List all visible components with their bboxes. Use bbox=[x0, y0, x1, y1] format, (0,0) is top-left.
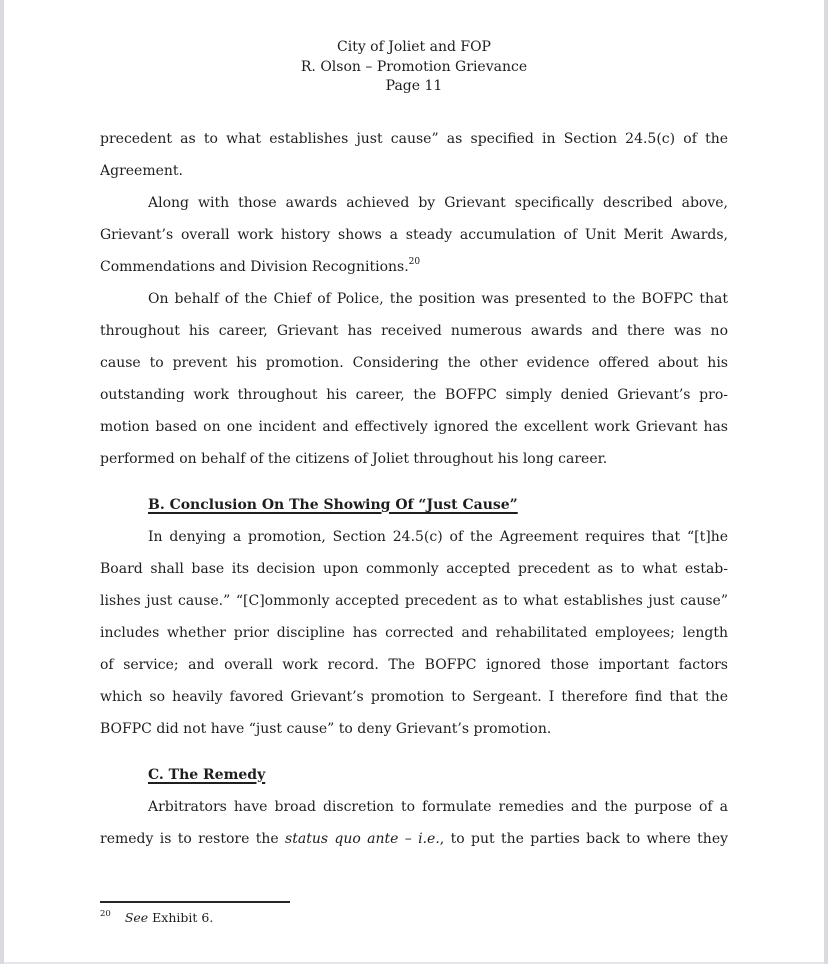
text-line bbox=[100, 823, 728, 855]
page-header bbox=[0, 0, 828, 97]
text-line bbox=[100, 155, 728, 187]
text-run: performed on behalf of the citizens of Joliet throughout his long career. bbox=[100, 450, 608, 467]
text-line bbox=[100, 251, 728, 283]
text-line bbox=[100, 219, 728, 251]
text-run: includes whether prior discipline has corrected and rehabilitated employees; length bbox=[100, 624, 728, 641]
text-run: which so heavily favored Grievant’s promotion to Sergeant. I therefore find that the bbox=[100, 688, 728, 705]
text-line bbox=[100, 379, 728, 411]
text-run: cause to prevent his promotion. Considering the other evidence offered about his bbox=[100, 354, 728, 371]
text-run: throughout his career, Grievant has received numerous awards and there was no bbox=[100, 322, 728, 339]
document-body bbox=[100, 123, 728, 855]
text-line bbox=[100, 411, 728, 443]
header-page-number: Page 11 bbox=[385, 78, 443, 94]
text-run: Commendations and Division Recognitions. bbox=[100, 258, 409, 275]
text-run: motion based on one incident and effectively ignored the excellent work Grievant has bbox=[100, 418, 728, 435]
text-line bbox=[100, 713, 728, 745]
scan-edge-right bbox=[824, 0, 828, 964]
footnote-text bbox=[125, 910, 213, 925]
text-line bbox=[100, 347, 728, 379]
text-line bbox=[100, 315, 728, 347]
text-line bbox=[100, 123, 728, 155]
text-line bbox=[100, 521, 728, 553]
italic-text-run: status quo ante – i.e. bbox=[285, 830, 440, 847]
footnote-separator bbox=[100, 901, 290, 903]
paragraph bbox=[100, 521, 728, 745]
text-line bbox=[100, 791, 728, 823]
text-line bbox=[100, 649, 728, 681]
text-run: Grievant’s overall work history shows a steady accumulation of Unit Merit Awards, bbox=[100, 226, 728, 243]
text-run: , to put the parties back to where they bbox=[439, 830, 729, 847]
text-line bbox=[100, 553, 728, 585]
text-run: BOFPC did not have “just cause” to deny Grievant’s promotion. bbox=[100, 720, 552, 737]
text-run: of service; and overall work record. The BOFPC ignored those important factors bbox=[100, 656, 728, 673]
italic-text-run: See bbox=[124, 910, 149, 925]
text-run: Board shall base its decision upon commonly accepted precedent as to what estab- bbox=[100, 560, 728, 577]
paragraph bbox=[100, 791, 728, 855]
text-line bbox=[100, 283, 728, 315]
text-line bbox=[100, 443, 728, 475]
paragraph bbox=[100, 123, 728, 187]
text-run: remedy is to restore the bbox=[100, 830, 286, 847]
scan-edge-left bbox=[0, 0, 4, 964]
footnote-reference: 20 bbox=[408, 256, 421, 267]
paragraph bbox=[100, 283, 728, 475]
header-grievance-title: R. Olson – Promotion Grievance bbox=[300, 58, 528, 75]
text-run: Along with those awards achieved by Grievant specifically described above, bbox=[148, 194, 728, 211]
section-heading: C. The Remedy bbox=[148, 766, 266, 783]
text-line bbox=[100, 681, 728, 713]
footnote bbox=[100, 901, 728, 928]
section-heading: B. Conclusion On The Showing Of “Just Cause” bbox=[148, 496, 518, 513]
text-line bbox=[100, 617, 728, 649]
text-run: outstanding work throughout his career, the BOFPC simply denied Grievant’s pro- bbox=[100, 386, 728, 403]
text-run: lishes just cause.” “[C]ommonly accepted precedent as to what establishes just cause” bbox=[100, 592, 728, 609]
text-run: Exhibit 6. bbox=[148, 910, 214, 925]
text-run: On behalf of the Chief of Police, the position was presented to the BOFPC that bbox=[148, 290, 728, 307]
text-line bbox=[100, 187, 728, 219]
text-line bbox=[100, 585, 728, 617]
header-case-title: City of Joliet and FOP bbox=[337, 39, 491, 55]
footnote-line bbox=[100, 908, 728, 928]
text-run: precedent as to what establishes just cause” as specified in Section 24.5(c) of the bbox=[100, 130, 728, 147]
text-run: Agreement. bbox=[100, 162, 183, 179]
footnote-marker: 20 bbox=[100, 909, 111, 919]
paragraph bbox=[100, 187, 728, 283]
text-run: In denying a promotion, Section 24.5(c) of the Agreement requires that “[t]he bbox=[148, 528, 728, 545]
text-run: Arbitrators have broad discretion to formulate remedies and the purpose of a bbox=[148, 798, 728, 815]
